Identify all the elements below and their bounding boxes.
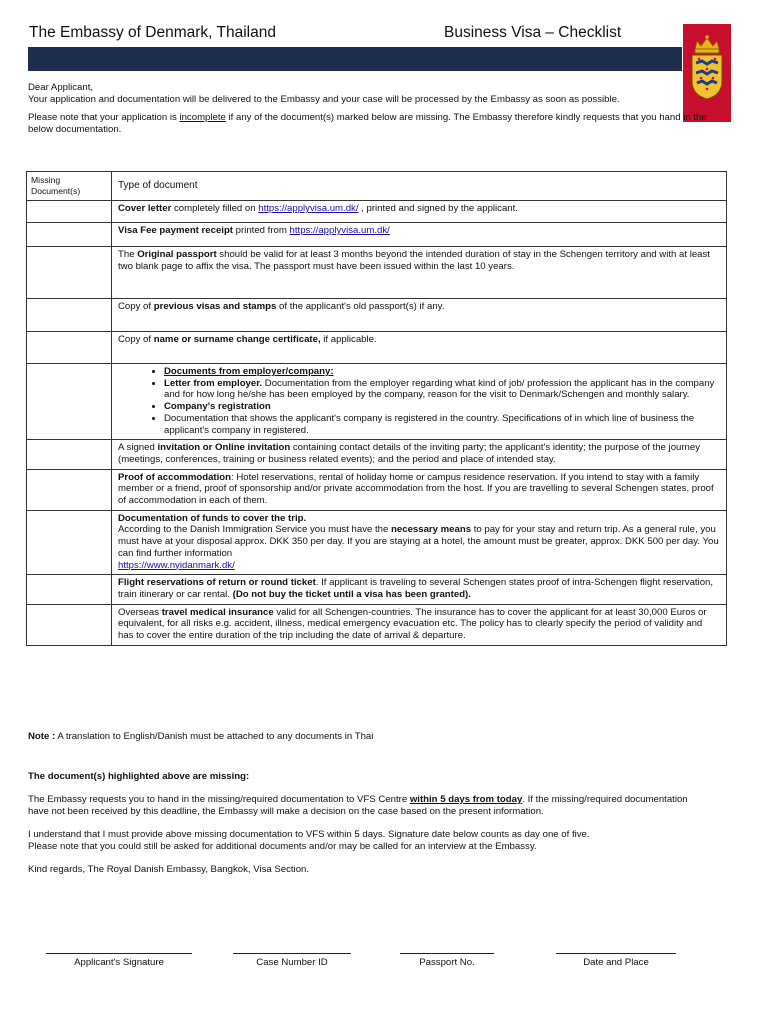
table-row xyxy=(27,469,727,510)
table-row xyxy=(27,247,727,299)
intro-section xyxy=(28,82,708,142)
header-missing-documents: Missing Document(s) xyxy=(27,172,112,201)
incomplete-text: incomplete xyxy=(179,112,226,123)
intro-paragraph-1: Your application and documentation will be delivered to the Embassy and your case will be processed by the Embassy as soon as possible. xyxy=(28,94,620,105)
employer-documents-list xyxy=(118,366,720,436)
date-and-place-field[interactable] xyxy=(552,948,680,968)
missing-checkbox-cell[interactable] xyxy=(27,469,112,510)
list-item: • Company's registration xyxy=(164,401,720,413)
closing-paragraph-3: Please note that you could still be asked for additional documents and/or may be called for an interview at the Embassy. xyxy=(28,841,537,852)
table-row xyxy=(27,201,727,223)
document-description: Cover letter completely filled on https://applyvisa.um.dk/ , printed and signed by the applicant. xyxy=(112,201,727,223)
date-place-label: Date and Place xyxy=(583,957,649,968)
passport-number-field[interactable] xyxy=(397,948,497,968)
missing-heading: The document(s) highlighted above are missing: xyxy=(28,771,250,782)
kind-regards: Kind regards, The Royal Danish Embassy, Bangkok, Visa Section. xyxy=(28,864,310,875)
signature-label: Applicant's Signature xyxy=(74,957,164,968)
missing-checkbox-cell[interactable] xyxy=(27,299,112,332)
missing-checkbox-cell[interactable] xyxy=(27,575,112,604)
table-row xyxy=(27,510,727,575)
missing-checkbox-cell[interactable] xyxy=(27,247,112,299)
applyvisa-link[interactable]: https://applyvisa.um.dk/ xyxy=(258,203,359,214)
table-header-row xyxy=(27,172,727,201)
table-row xyxy=(27,575,727,604)
document-description: Copy of name or surname change certificate, if applicable. xyxy=(112,332,727,364)
applicant-signature-field[interactable] xyxy=(45,948,193,968)
passport-label: Passport No. xyxy=(419,957,475,968)
missing-checkbox-cell[interactable] xyxy=(27,332,112,364)
table-row xyxy=(27,604,727,645)
embassy-title: The Embassy of Denmark, Thailand xyxy=(29,24,276,41)
applyvisa-link[interactable]: https://applyvisa.um.dk/ xyxy=(289,225,390,236)
table-row xyxy=(27,440,727,469)
document-description: Documentation of funds to cover the trip. According to the Danish Immigration Service you must have the necessary means to pay for your stay and return trip. As a general rule, you must have at your disposal approx. DKK 350 per day. If you are staying at a hotel, the amount must be greater, approx. DKK 500 per day. You can find further information https://www.nyidanmark.dk/ xyxy=(112,510,727,575)
missing-checkbox-cell[interactable] xyxy=(27,364,112,440)
list-item: • Letter from employer. Documentation from the employer regarding what kind of job/ profession the applicant has in the company and for how long he/she has been employed by the company, reason for the visit to Denmark/Schengen and monthly salary. xyxy=(164,378,720,401)
checklist-table xyxy=(26,171,727,646)
table-row xyxy=(27,223,727,247)
document-description: The Original passport should be valid for at least 3 months beyond the intended duration of stay in the Schengen territory and with at least two blank page to affix the visa. The passport must have been issued within the last 10 years. xyxy=(112,247,727,299)
table-row xyxy=(27,332,727,364)
case-number-label: Case Number ID xyxy=(256,957,328,968)
table-row xyxy=(27,364,727,440)
table-row xyxy=(27,299,727,332)
checklist-title: Business Visa – Checklist xyxy=(444,24,622,41)
missing-checkbox-cell[interactable] xyxy=(27,510,112,575)
missing-checkbox-cell[interactable] xyxy=(27,223,112,247)
closing-paragraph-1: The Embassy requests you to hand in the missing/required documentation to VFS Centre within 5 days from today. If the missing/required documentation have not been received by this deadline, the Embassy will make a decision on the case based on the present information. xyxy=(28,794,688,817)
document-description: Visa Fee payment receipt printed from https://applyvisa.um.dk/ xyxy=(112,223,727,247)
list-item: • Documents from employer/company: xyxy=(164,366,720,378)
missing-checkbox-cell[interactable] xyxy=(27,440,112,469)
translation-note: Note : A translation to English/Danish must be attached to any documents in Thai xyxy=(28,731,374,742)
missing-checkbox-cell[interactable] xyxy=(27,201,112,223)
document-description: A signed invitation or Online invitation containing contact details of the inviting party; the applicant's identity; the purpose of the journey (meetings, conferences, training or business related events); and the period and place of intended stay. xyxy=(112,440,727,469)
header-type-of-document: Type of document xyxy=(112,172,727,201)
intro-paragraph-2: Please note that your application is incomplete if any of the document(s) marked below are missing. The Embassy therefore kindly requests that you hand in the below documentation. xyxy=(28,112,707,135)
document-description: Overseas travel medical insurance valid for all Schengen-countries. The insurance has to cover the applicant for at least 30,000 Euros or equivalent, for all risks e.g. accident, illness, medical emergency evacuation etc. The policy has to clearly specify the period of validity and has to cover the entire duration of the trip including the date of arrival & departure. xyxy=(112,604,727,645)
list-item: • Documentation that shows the applicant's company is registered in the country. Specifications of in which line of business the applicant's company in registered. xyxy=(164,413,720,436)
closing-section xyxy=(28,771,708,887)
missing-checkbox-cell[interactable] xyxy=(27,604,112,645)
case-number-field[interactable] xyxy=(230,948,354,968)
note-label: Note : xyxy=(28,731,56,742)
header-bar xyxy=(28,47,682,71)
document-description: Flight reservations of return or round ticket. If applicant is traveling to several Schengen states proof of intra-Schengen flight reservation, train itinerary or car rental. (Do not buy the ticket until a visa has been granted). xyxy=(112,575,727,604)
greeting: Dear Applicant, xyxy=(28,82,94,93)
document-description xyxy=(112,364,727,440)
closing-paragraph-2: I understand that I must provide above missing documentation to VFS within 5 days. Signature date below counts as day one of five. xyxy=(28,829,590,840)
document-description: Copy of previous visas and stamps of the applicant's old passport(s) if any. xyxy=(112,299,727,332)
document-description: Proof of accommodation: Hotel reservations, rental of holiday home or campus residence reservation. If you intend to stay with a family member or a friend, proof of sponsorship and/or private accommodation from the host. If you are travelling to several Schengen states, proof of accommodation in each of them. xyxy=(112,469,727,510)
deadline-text: within 5 days from today xyxy=(409,794,523,805)
nyidanmark-link[interactable]: https://www.nyidanmark.dk/ xyxy=(118,559,235,571)
